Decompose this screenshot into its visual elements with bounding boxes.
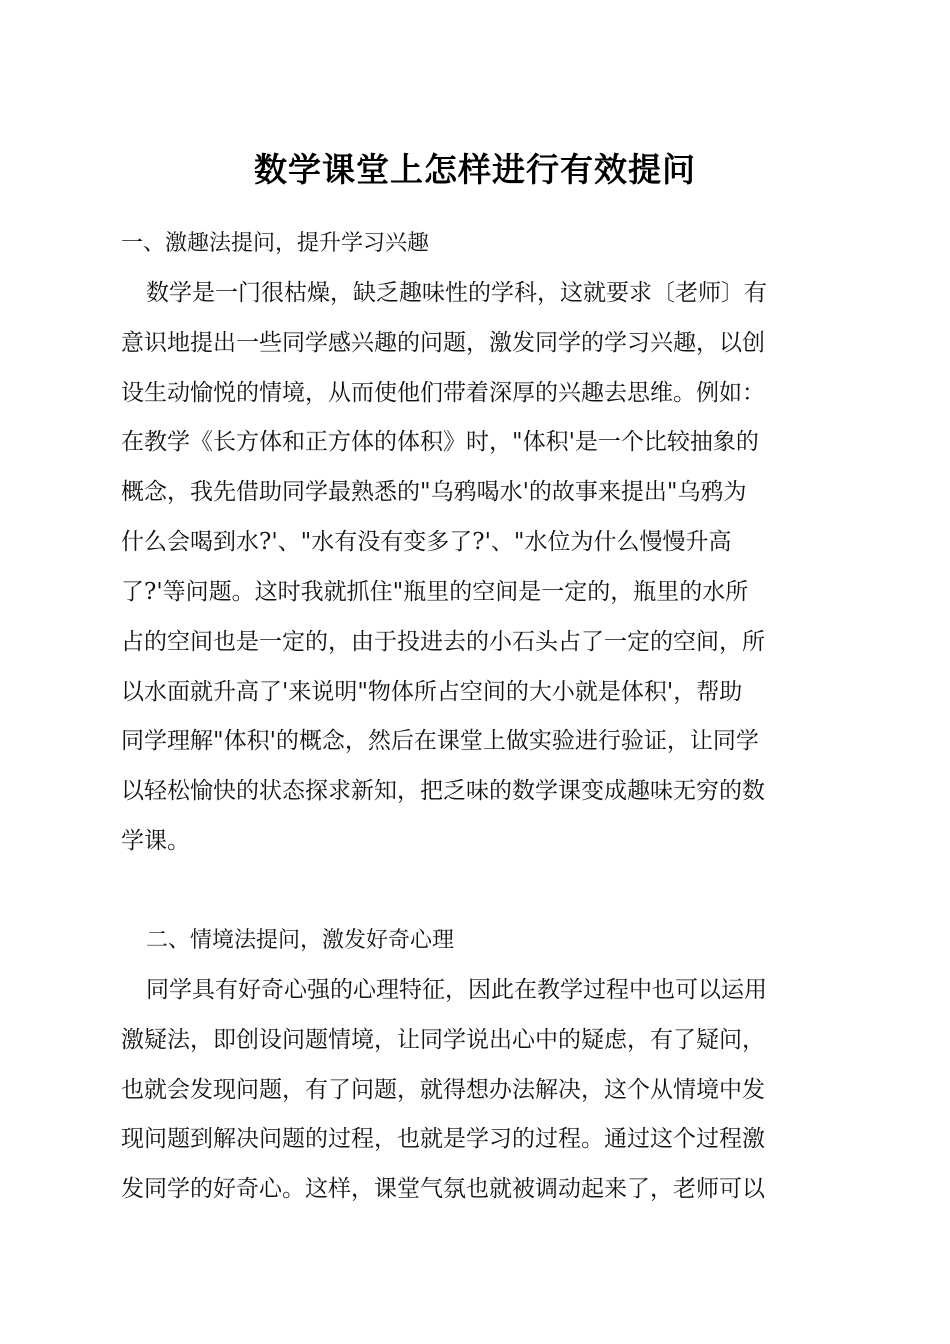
section-1-line-5: 概念，我先借助同学最熟悉的"乌鸦喝水'的故事来提出"乌鸦为 xyxy=(121,479,747,505)
section-1-line-4: 在教学《长方体和正方体的体积》时，"体积'是一个比较抽象的 xyxy=(121,429,759,455)
section-1-line-12: 学课。 xyxy=(121,828,190,854)
section-2-line-4: 现问题到解决问题的过程，也就是学习的过程。通过这个过程激 xyxy=(121,1126,765,1152)
section-1-line-3: 设生动愉悦的情境，从而使他们带着深厚的兴趣去思维。例如： xyxy=(121,380,765,406)
section-2-line-3: 也就会发现问题，有了问题，就得想办法解决，这个从情境中发 xyxy=(121,1077,765,1103)
section-1-line-11: 以轻松愉快的状态探求新知，把乏味的数学课变成趣味无穷的数 xyxy=(121,778,765,804)
section-2-line-1: 同学具有好奇心强的心理特征，因此在教学过程中也可以运用 xyxy=(146,977,767,1003)
section-1-line-7: 了?'等问题。这时我就抓住"瓶里的空间是一定的，瓶里的水所 xyxy=(121,579,749,605)
section-2-heading: 二、情境法提问，激发好奇心理 xyxy=(146,928,455,953)
section-1-line-9: 以水面就升高了'来说明"物体所占空间的大小就是体积'，帮助 xyxy=(121,679,743,705)
section-2-line-5: 发同学的好奇心。这样，课堂气氛也就被调动起来了，老师可以 xyxy=(121,1176,765,1202)
section-1-line-10: 同学理解"体积'的概念，然后在课堂上做实验进行验证，让同学 xyxy=(121,728,759,754)
document-title: 数学课堂上怎样进行有效提问 xyxy=(254,150,696,189)
section-1-line-2: 意识地提出一些同学感兴趣的问题，激发同学的学习兴趣，以创 xyxy=(121,330,765,356)
section-1-line-1: 数学是一门很枯燥，缺乏趣味性的学科，这就要求〔老师〕有 xyxy=(146,280,767,306)
section-1-line-6: 什么会喝到水?'、"水有没有变多了?'、"水位为什么慢慢升高 xyxy=(121,529,732,555)
section-2-line-2: 激疑法，即创设问题情境，让同学说出心中的疑虑，有了疑问， xyxy=(121,1027,765,1053)
section-1-line-8: 占的空间也是一定的，由于投进去的小石头占了一定的空间，所 xyxy=(121,629,765,655)
section-1-heading: 一、激趣法提问，提升学习兴趣 xyxy=(121,231,430,256)
